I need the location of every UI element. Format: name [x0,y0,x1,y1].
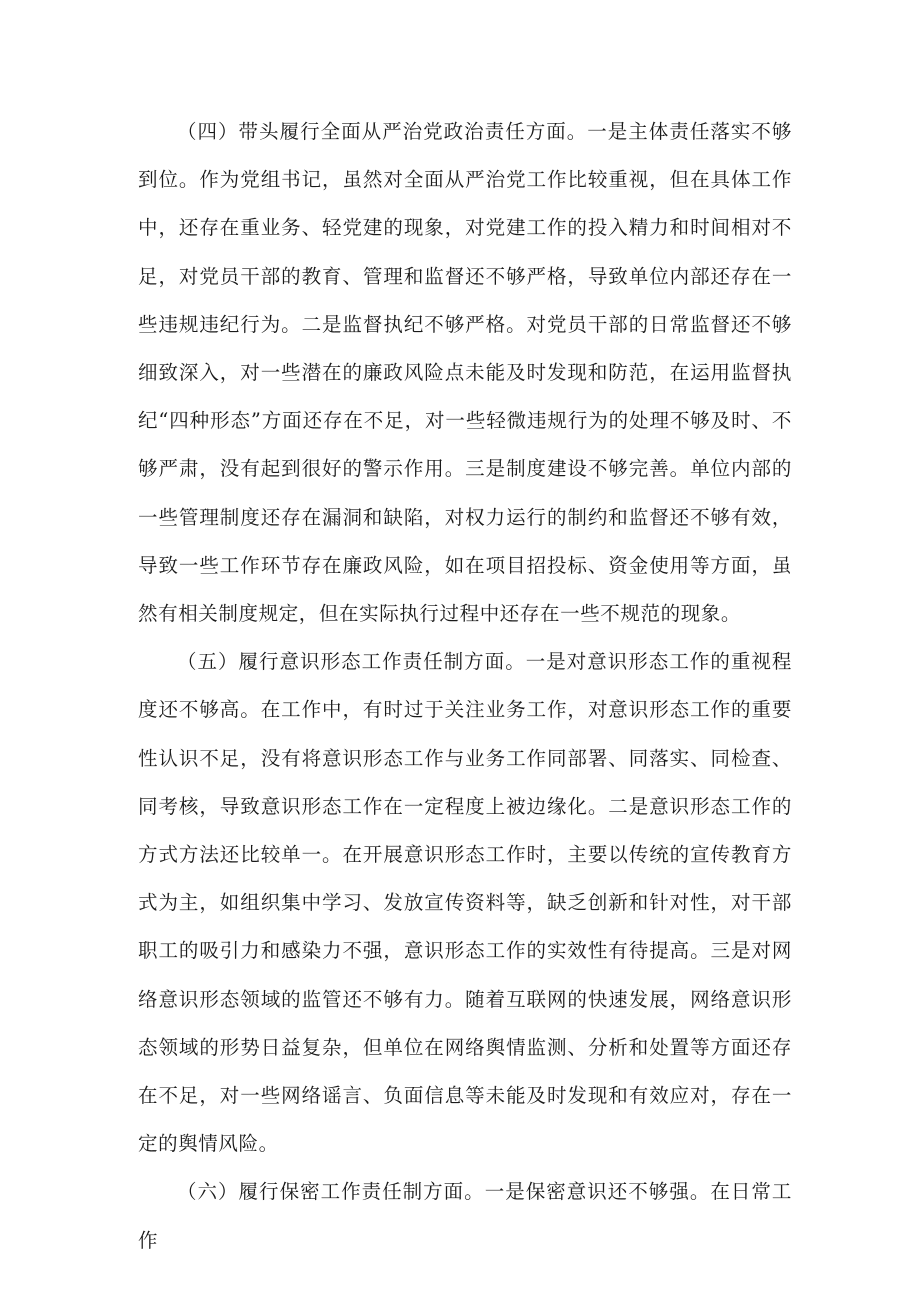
paragraph-section-4: （四）带头履行全面从严治党政治责任方面。一是主体责任落实不够到位。作为党组书记，虽然对全面从严治党工作比较重视，但在具体工作中，还存在重业务、轻党建的现象，对党建工作的投入精力和时间相对不足，对党员干部的教育、管理和监督还不够严格，导致单位内部还存在一些违规违纪行为。二是监督执纪不够严格。对党员干部的日常监督还不够细致深入，对一些潜在的廉政风险点未能及时发现和防范，在运用监督执纪“四种形态”方面还存在不足，对一些轻微违规行为的处理不够及时、不够严肃，没有起到很好的警示作用。三是制度建设不够完善。单位内部的一些管理制度还存在漏洞和缺陷，对权力运行的制约和监督还不够有效，导致一些工作环节存在廉政风险，如在项目招投标、资金使用等方面，虽然有相关制度规定，但在实际执行过程中还存在一些不规范的现象。 [138,120,792,626]
paragraph-section-5: （五）履行意识形态工作责任制方面。一是对意识形态工作的重视程度还不够高。在工作中，有时过于关注业务工作，对意识形态工作的重要性认识不足，没有将意识形态工作与业务工作同部署、同落实、同检查、同考核，导致意识形态工作在一定程度上被边缘化。二是意识形态工作的方式方法还比较单一。在开展意识形态工作时，主要以传统的宣传教育方式为主，如组织集中学习、发放宣传资料等，缺乏创新和针对性，对干部职工的吸引力和感染力不强，意识形态工作的实效性有待提高。三是对网络意识形态领域的监管还不够有力。随着互联网的快速发展，网络意识形态领域的形势日益复杂，但单位在网络舆情监测、分析和处置等方面还存在不足，对一些网络谣言、负面信息等未能及时发现和有效应对，存在一定的舆情风险。 [138,650,792,1156]
paragraph-section-6: （六）履行保密工作责任制方面。一是保密意识还不够强。在日常工作 [138,1180,792,1252]
document-body [138,108,792,1265]
